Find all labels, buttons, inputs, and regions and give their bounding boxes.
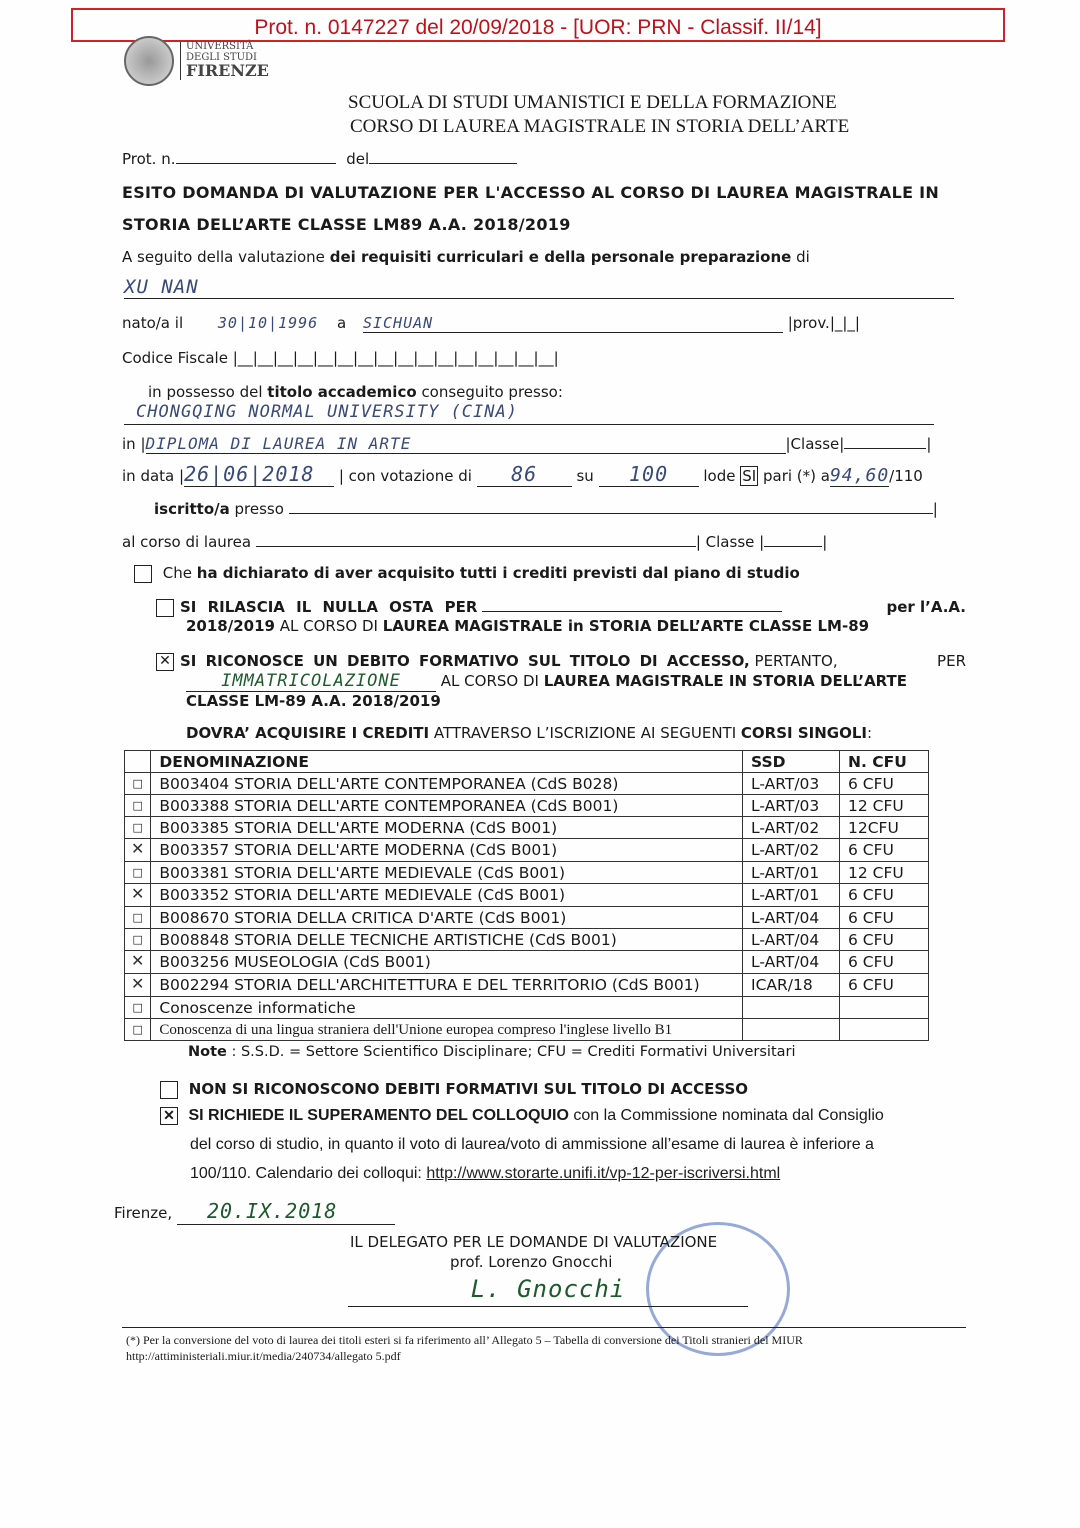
course-cfu: 6 CFU [840,773,929,795]
table-row [125,907,929,929]
votazione-label: | con votazione di [338,467,472,485]
course-name: B003352 STORIA DELL'ARTE MEDIEVALE (CdS B001) [151,884,743,907]
lode-label: lode [703,467,736,485]
row-checkbox[interactable]: □ [125,795,151,817]
debito-per: PER [937,652,966,671]
note-label: Note [188,1044,227,1060]
course-ssd: L-ART/02 [743,817,840,839]
course-ssd [743,997,840,1019]
row-checkbox[interactable]: □ [125,997,151,1019]
table-row [125,951,929,974]
table-row [125,817,929,839]
course-name: B003357 STORIA DELL'ARTE MODERNA (CdS B001) [151,839,743,862]
colloquio-text3: 100/110. Calendario dei colloqui: [190,1165,422,1182]
logo-line1: UNIVERSITÀ [186,41,254,53]
header-denominazione: DENOMINAZIONE [151,751,743,773]
row-checkbox[interactable]: □ [125,862,151,884]
course-name: CORSO DI LAUREA MAGISTRALE IN STORIA DELL’ARTE [350,116,850,137]
prot-label: Prot. n. [122,150,176,168]
courses-table [124,750,929,1041]
course-cfu: 12CFU [840,817,929,839]
course-cfu: 12 CFU [840,795,929,817]
classe2-label: | Classe | [695,533,765,551]
course-name: B008848 STORIA DELLE TECNICHE ARTISTICHE (CdS B001) [151,929,743,951]
course-cfu: 6 CFU [840,884,929,907]
del-label: del [346,150,370,168]
course-cfu: 6 CFU [840,907,929,929]
course-cfu: 6 CFU [840,929,929,951]
row-checkbox[interactable]: □ [125,907,151,929]
degree-name: DIPLOMA DI LAUREA IN ARTE [146,434,786,454]
titolo-pre: in possesso del [148,383,263,401]
header-ssd: SSD [743,751,840,773]
pari-label: pari (*) a [762,467,830,485]
table-row [125,795,929,817]
born-place-label: a [336,314,347,332]
colloquio-checkbox-checked[interactable]: ✕ [160,1107,178,1125]
logo-line3: FIRENZE [186,61,269,81]
table-row [125,929,929,951]
max-grade: 100 [599,462,699,487]
prov-label: |prov.|_|_| [787,314,860,332]
debito-checkbox-checked[interactable]: ✕ [156,653,174,671]
iscritto-presso: presso [234,500,284,518]
dovra-mid: ATTRAVERSO L’ISCRIZIONE AI SEGUENTI [433,724,737,742]
row-checkbox[interactable]: □ [125,817,151,839]
non-debiti-text: NON SI RICONOSCONO DEBITI FORMATIVI SUL TITOLO DI ACCESSO [188,1080,749,1098]
nulla-osta-checkbox[interactable] [156,599,174,617]
handwritten-signature: L. Gnocchi [470,1275,626,1303]
debito-pertanto: PERTANTO, [754,652,838,670]
non-debiti-checkbox[interactable] [160,1081,178,1099]
lode-value: SI [742,467,757,485]
row-checkbox[interactable]: □ [125,929,151,951]
out-of-label: /110 [889,467,923,485]
course-cfu [840,997,929,1019]
course-cfu [840,1019,929,1041]
row-checkbox-checked[interactable]: ✕ [125,974,151,997]
corso-label: al corso di laurea [122,533,252,551]
dovra-end: : [866,724,873,742]
titolo-post: conseguito presso: [421,383,563,401]
lower-section [114,750,974,1364]
course-name: B003404 STORIA DELL'ARTE CONTEMPORANEA (CdS B028) [151,773,743,795]
crediti-checkbox[interactable] [134,565,152,583]
grade: 86 [477,462,572,487]
university-seal-icon [124,36,174,86]
signatory-name: prof. Lorenzo Gnocchi [450,1253,613,1271]
row-checkbox-checked[interactable]: ✕ [125,884,151,907]
course-ssd: L-ART/04 [743,907,840,929]
born-label: nato/a il [122,314,184,332]
course-cfu: 12 CFU [840,862,929,884]
debito-al-corso: AL CORSO DI [440,671,539,690]
signature-place: Firenze, [114,1204,173,1222]
course-name: Conoscenze informatiche [151,997,743,1019]
course-name: Conoscenza di una lingua straniera dell'Unione europea compreso l'inglese livello B1 [151,1019,743,1041]
debito-class: CLASSE LM-89 A.A. 2018/2019 [186,691,441,710]
course-ssd: L-ART/03 [743,795,840,817]
table-row [125,862,929,884]
titolo-bold: titolo accademico [267,383,417,401]
course-name: B003385 STORIA DELL'ARTE MODERNA (CdS B001) [151,817,743,839]
course-name: B008670 STORIA DELLA CRITICA D'ARTE (CdS B001) [151,907,743,929]
table-row [125,884,929,907]
course-ssd: L-ART/01 [743,862,840,884]
nulla-osta-aa: per l’A.A. [886,598,966,617]
cf-label: Codice Fiscale [122,349,228,367]
signatory-role: IL DELEGATO PER LE DOMANDE DI VALUTAZIONE [350,1233,718,1251]
intro-post: di [796,248,810,266]
document-page: Prot. n. 0147227 del 20/09/2018 - [UOR: PRN - Classif. II/14] UNIVERSITÀ DEGLI STUDI FIRENZE SCUOLA DI STUDI UMANISTICI E DELLA FORMAZIONE CORSO DI LAUREA MAGISTRALE IN STORIA DELL’ARTE Prot. n. del ESITO DOMANDA DI VALUTAZIONE PER L'ACCESSO AL CORSO DI LAUREA MAGISTRALE IN STORIA DELL’ARTE CLASSE LM89 A.A. 2018/2019 A seguito della valutazione dei requisiti curriculari e della personale preparazione di XU NAN nato/a il 30|10|1996 a SICHUAN |prov.|_|_| Codice Fiscale |__|__|__|__|__|__|__|__|__|__|__|__|__|__|__|__| in possesso del titolo accademico conseguito presso: CHONGQING NORMAL UNIVERSITY (CINA) in |DIPLOMA DI LAUREA IN ARTE |Classe| | in data |26|06|2018 | con votazione di 86 su 100 lode SI pari (*) a94,60/110 iscritto/a presso | al corso di laurea | Classe | | Che ha dichiarato di aver acquisito tutti i crediti previsti dal piano di studio SI RILASCIA IL NULLA OSTA PER per l’A.A. 2018/2019 AL CORSO DI LAUREA MAGISTRALE in STORIA DELL’ARTE CLASSE LM-89 ✕ SI RICONOSCE UN DEBITO FORMATIVO SUL TITOLO DI ACCESSO, PERTANTO, PER IMMATRICOLAZIONE AL CORSO DI LAUREA MAGISTRALE IN STORIA DELL’ARTE CLASSE LM-89 A.A. 2018/2019 DOVRA’ ACQUISIRE I CREDITI ATTRAVERSO L’ISCRIZIONE AI SEGUENTI CORSI SINGOLI: DENOMINAZIONE SSD N. CFU □ B003404 STORIA DELL'ARTE CONTEMPORANEA (CdS B028) L-ART/03 6 CFU □ B003388 STORIA DELL'ARTE CONTEMPORANEA (CdS B001) L-ART/03 12 CFU □ B003385 STORIA DELL'ARTE MODERNA (CdS B001) L-ART/02 12CFU ✕ B003357 STORIA DELL'ARTE MODERNA (CdS B001) L-ART/02 6 CFU □ B003381 STORIA DELL'ARTE MEDIEVALE (CdS B001) L-ART/01 12 CFU ✕ B003352 STORIA DELL'ARTE MEDIEVALE (CdS B001) L-ART/01 6 CFU □ B008670 STORIA DELLA CRITICA D'ARTE (CdS B001) L-ART/04 6 CFU □ B008848 STORIA DELLE TECNICHE ARTISTICHE (CdS B001) L-ART/04 6 CFU ✕ B003256 MUSEOLOGIA (CdS B001) L-ART/04 6 CFU ✕ B002294 STORIA DELL'ARCHITETTURA E DEL TERRITORIO (CdS B001) ICAR/18 6 CFU □ Conoscenze informatiche □ Conoscenza di una lingua straniera dell'Unione europea compreso l'inglese livello B1 Note : S.S.D. = Settore Scientifico Disciplinare; CFU = Crediti Formativi Universitari NON SI RICONOSCONO DEBITI FORMATIVI SUL TITOLO DI ACCESSO ✕ SI RICHIEDE IL SUPERAMENTO DEL COLLOQUIO con la Commissione nominata dal Consiglio del corso di studio, in quanto il voto di laurea/voto di ammissione all’esame di laurea è inferiore a 100/110. Calendario dei colloqui: http://www.storarte.unifi.it/vp-12-per-iscriversi.html Firenze, 20.IX.2018 IL DELEGATO PER LE DOMANDE DI VALUTAZIONE prof. Lorenzo Gnocchi L. Gnocchi (*) Per la conversione del voto di laurea dei titoli esteri si fa riferimento all’ Allegato 5 – Tabella di conversione dei Titoli stranieri del MIUR http://attiministeriali.miur.it/media/240734/allegato 5.pdf [0,0,1080,1528]
school-name: SCUOLA DI STUDI UMANISTICI E DELLA FORMAZIONE [348,92,837,113]
applicant-name: XU NAN [124,276,199,298]
header-cfu: N. CFU [840,751,929,773]
course-name: B002294 STORIA DELL'ARCHITETTURA E DEL TERRITORIO (CdS B001) [151,974,743,997]
course-cfu: 6 CFU [840,951,929,974]
converted-grade: 94,60 [829,465,890,486]
table-row [125,839,929,862]
table-row [125,773,929,795]
university-attended: CHONGQING NORMAL UNIVERSITY (CINA) [136,402,518,422]
intro-pre: A seguito della valutazione [122,248,325,266]
nulla-osta-course: LAUREA MAGISTRALE in STORIA DELL’ARTE CLASSE LM-89 [382,616,870,635]
row-checkbox-checked[interactable]: ✕ [125,839,151,862]
note-text: : S.S.D. = Settore Scientifico Disciplinare; CFU = Crediti Formativi Universitari [231,1044,796,1060]
university-logo [124,36,269,86]
row-checkbox[interactable]: □ [125,773,151,795]
debito-handwritten: IMMATRICOLAZIONE [186,671,436,692]
classe-label: |Classe| [785,435,845,453]
nulla-osta-year: 2018/2019 [186,616,275,635]
logo-line2: DEGLI STUDI [186,51,257,63]
crediti-text: ha dichiarato di aver acquisito tutti i crediti previsti dal piano di studio [196,564,800,582]
colloquio-text2: del corso di studio, in quanto il voto di laurea/voto di ammissione all’esame di laurea è inferiore a [190,1136,874,1153]
colloquio-text1: con la Commissione nominata dal Consiglio [573,1107,884,1124]
course-ssd: L-ART/01 [743,884,840,907]
table-row [125,1019,929,1041]
course-name: B003381 STORIA DELL'ARTE MEDIEVALE (CdS B001) [151,862,743,884]
title-line2: STORIA DELL’ARTE CLASSE LM89 A.A. 2018/2019 [122,215,571,234]
protocol-stamp: Prot. n. 0147227 del 20/09/2018 - [UOR: PRN - Classif. II/14] [71,8,1005,42]
nulla-osta-al-corso: AL CORSO DI [279,616,378,635]
course-cfu: 6 CFU [840,839,929,862]
iscritto-label: iscritto/a [154,500,230,518]
nulla-osta-line1: SI RILASCIA IL NULLA OSTA PER [180,598,478,616]
row-checkbox[interactable]: □ [125,1019,151,1041]
degree-date-label: in data | [122,467,185,485]
cf-boxes: |__|__|__|__|__|__|__|__|__|__|__|__|__|__|__|__| [232,349,559,367]
debito-course: LAUREA MAGISTRALE IN STORIA DELL’ARTE [543,671,908,690]
birth-date: 30|10|1996 [217,314,319,332]
course-name: B003256 MUSEOLOGIA (CdS B001) [151,951,743,974]
intro-bold: dei requisiti curriculari e della personale preparazione [329,248,792,266]
crediti-pre: Che [162,564,192,582]
table-row [125,974,929,997]
title-line1: ESITO DOMANDA DI VALUTAZIONE PER L'ACCESSO AL CORSO DI LAUREA MAGISTRALE IN [122,183,940,202]
degree-date: 26|06|2018 [184,462,334,487]
footnote-line1: (*) Per la conversione del voto di laurea dei titoli esteri si fa riferimento all’ Allegato 5 – Tabella di conversione dei Titoli stranieri del MIUR [126,1333,803,1347]
course-ssd: L-ART/02 [743,839,840,862]
course-cfu: 6 CFU [840,974,929,997]
su-label: su [576,467,594,485]
row-checkbox-checked[interactable]: ✕ [125,951,151,974]
debito-line1: SI RICONOSCE UN DEBITO FORMATIVO SUL TITOLO DI ACCESSO, [180,652,750,670]
colloquio-bold: SI RICHIEDE IL SUPERAMENTO DEL COLLOQUIO [188,1107,569,1124]
footnote-link[interactable]: http://attiministeriali.miur.it/media/240734/allegato 5.pdf [126,1349,401,1363]
signature-date: 20.IX.2018 [177,1198,395,1225]
course-name: B003388 STORIA DELL'ARTE CONTEMPORANEA (CdS B001) [151,795,743,817]
course-ssd: L-ART/04 [743,929,840,951]
table-row [125,997,929,1019]
course-ssd [743,1019,840,1041]
dovra-corsi: CORSI SINGOLI [740,724,867,742]
dovra-bold: DOVRA’ ACQUISIRE I CREDITI [186,724,430,742]
course-ssd: ICAR/18 [743,974,840,997]
course-ssd: L-ART/03 [743,773,840,795]
in-label: in | [122,435,146,453]
course-ssd: L-ART/04 [743,951,840,974]
colloquio-link[interactable]: http://www.storarte.unifi.it/vp-12-per-iscriversi.html [426,1165,781,1182]
birth-place: SICHUAN [363,314,783,333]
